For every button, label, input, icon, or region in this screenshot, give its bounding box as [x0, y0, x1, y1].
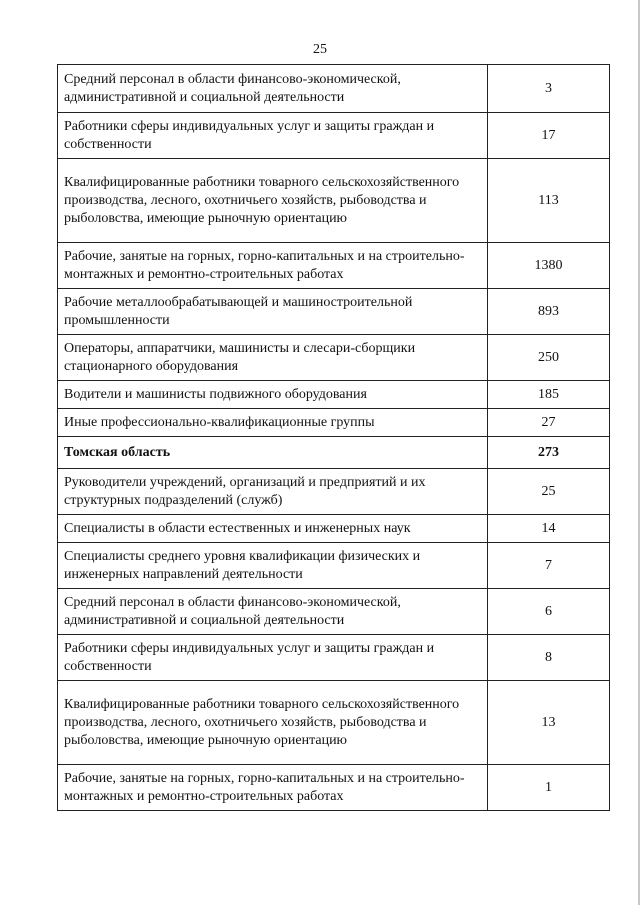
occupation-value: 113	[488, 159, 610, 243]
occupation-value: 893	[488, 289, 610, 335]
occupation-label: Рабочие металлообрабатывающей и машиностроительной промышленности	[58, 289, 488, 335]
occupation-label: Квалифицированные работники товарного сельскохозяйственного производства, лесного, охотничьего хозяйств, рыбоводства и рыболовства, имеющие рыночную ориентацию	[58, 681, 488, 765]
table-row	[58, 381, 610, 409]
occupation-label: Рабочие, занятые на горных, горно-капитальных и на строительно-монтажных и ремонтно-строительных работах	[58, 765, 488, 811]
table-row	[58, 289, 610, 335]
occupation-value: 6	[488, 589, 610, 635]
occupation-label: Работники сферы индивидуальных услуг и защиты граждан и собственности	[58, 113, 488, 159]
region-row	[58, 437, 610, 469]
table-row	[58, 409, 610, 437]
occupation-value: 1	[488, 765, 610, 811]
occupation-label: Водители и машинисты подвижного оборудования	[58, 381, 488, 409]
occupation-label: Томская область	[58, 437, 488, 469]
table-row	[58, 515, 610, 543]
occupation-label: Иные профессионально-квалификационные группы	[58, 409, 488, 437]
occupation-value: 14	[488, 515, 610, 543]
page-number: 25	[313, 42, 327, 57]
occupation-value: 250	[488, 335, 610, 381]
occupation-value: 185	[488, 381, 610, 409]
occupation-label: Квалифицированные работники товарного сельскохозяйственного производства, лесного, охотничьего хозяйств, рыбоводства и рыболовства, имеющие рыночную ориентацию	[58, 159, 488, 243]
occupation-value: 3	[488, 65, 610, 113]
occupation-label: Руководители учреждений, организаций и предприятий и их структурных подразделений (служб)	[58, 469, 488, 515]
occupation-label: Рабочие, занятые на горных, горно-капитальных и на строительно-монтажных и ремонтно-строительных работах	[58, 243, 488, 289]
occupation-value: 7	[488, 543, 610, 589]
table-row	[58, 765, 610, 811]
occupation-label: Операторы, аппаратчики, машинисты и слесари-сборщики стационарного оборудования	[58, 335, 488, 381]
occupation-value: 273	[488, 437, 610, 469]
occupation-value: 1380	[488, 243, 610, 289]
table-row	[58, 681, 610, 765]
table-row	[58, 335, 610, 381]
occupation-value: 27	[488, 409, 610, 437]
table-row	[58, 635, 610, 681]
table-row	[58, 469, 610, 515]
occupation-value: 13	[488, 681, 610, 765]
occupation-value: 17	[488, 113, 610, 159]
occupation-label: Специалисты в области естественных и инженерных наук	[58, 515, 488, 543]
table-row	[58, 159, 610, 243]
table-body	[58, 65, 610, 811]
table-row	[58, 243, 610, 289]
occupation-label: Средний персонал в области финансово-экономической, административной и социальной деятельности	[58, 589, 488, 635]
table-row	[58, 589, 610, 635]
table-row	[58, 113, 610, 159]
occupation-label: Специалисты среднего уровня квалификации физических и инженерных направлений деятельности	[58, 543, 488, 589]
table-row	[58, 65, 610, 113]
occupation-value: 8	[488, 635, 610, 681]
occupation-value: 25	[488, 469, 610, 515]
table-row	[58, 543, 610, 589]
occupation-label: Работники сферы индивидуальных услуг и защиты граждан и собственности	[58, 635, 488, 681]
occupation-table	[57, 64, 610, 811]
occupation-label: Средний персонал в области финансово-экономической, административной и социальной деятельности	[58, 65, 488, 113]
